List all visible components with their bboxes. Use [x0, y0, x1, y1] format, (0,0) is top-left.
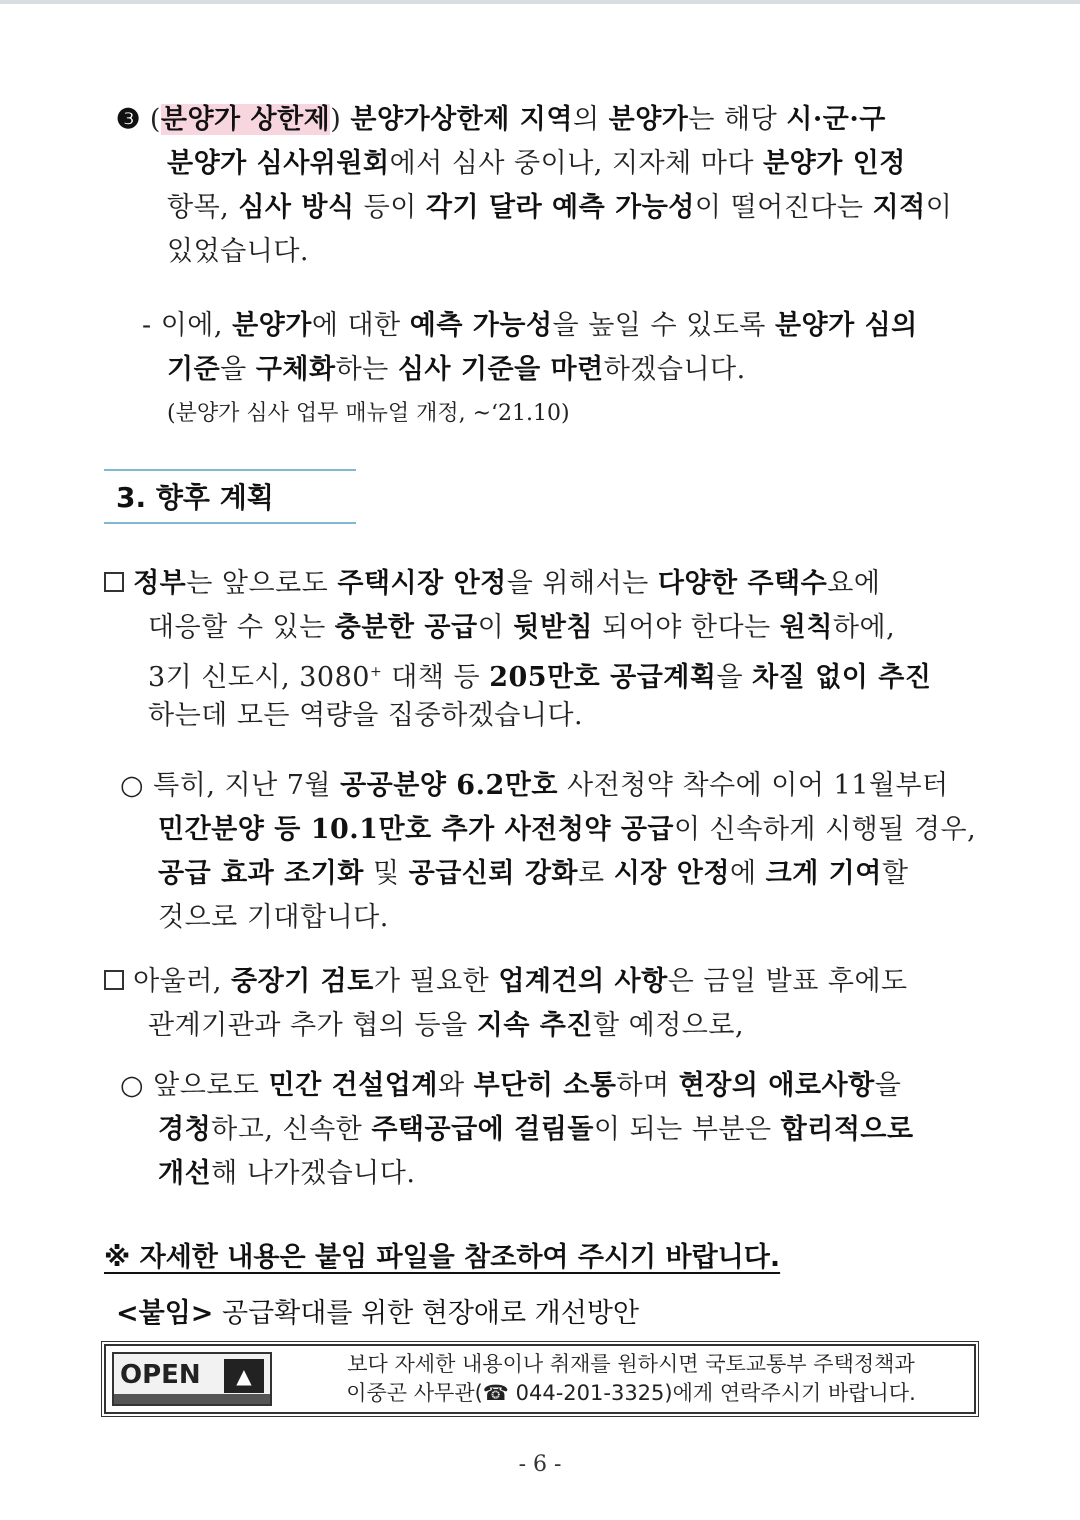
item3-line4: 있었습니다.: [167, 236, 309, 267]
circle-marker-icon: ○: [120, 1070, 145, 1101]
p2-line2: 관계기관과 추가 협의 등을 지속 추진할 예정으로,: [148, 1010, 745, 1041]
contact-box: [104, 1344, 976, 1414]
item3-line1: ❸ (분양가 상한제) 분양가상한제 지역의 분양가는 해당 시·군·구: [116, 104, 886, 135]
item3-line2: 분양가 심사위원회에서 심사 중이나, 지자체 마다 분양가 인정: [167, 148, 906, 179]
reference-note: ※ 자세한 내용은 붙임 파일을 참조하여 주시기 바랍니다.: [104, 1242, 781, 1273]
person-icon: ▲: [224, 1359, 264, 1393]
p2-sub-line3: 개선해 나가겠습니다.: [158, 1158, 416, 1189]
dash-marker: -: [142, 310, 152, 341]
open-license-logo: OPEN ▲: [112, 1352, 272, 1406]
p2-sub-line1: ○ 앞으로도 민간 건설업계와 부단히 소통하며 현장의 애로사항을: [120, 1070, 902, 1101]
checkbox-marker-icon: [104, 572, 124, 592]
p1-sub-line1: ○ 특히, 지난 7월 공공분양 6.2만호 사전청약 착수에 이어 11월부터: [120, 770, 949, 801]
contact-text: 보다 자세한 내용이나 취재를 원하시면 국토교통부 주택정책과 이중곤 사무관(☎ 044-201-3325)에게 연락주시기 바랍니다.: [346, 1352, 916, 1405]
circle-marker-icon: ○: [120, 770, 145, 801]
p2-sub-line2: 경청하고, 신속한 주택공급에 걸림돌이 되는 부분은 합리적으로: [158, 1114, 914, 1145]
top-edge: [0, 0, 1080, 4]
p1-line1: 정부는 앞으로도 주택시장 안정을 위해서는 다양한 주택수요에: [104, 564, 880, 604]
page-number: - 6 -: [518, 1452, 562, 1477]
section-rule-bottom: [104, 522, 356, 524]
section-title: 3. 향후 계획: [116, 481, 274, 514]
p1-sub-line3: 공급 효과 조기화 및 공급신뢰 강화로 시장 안정에 크게 기여할: [158, 858, 909, 889]
checkbox-marker-icon: [104, 970, 124, 990]
section-rule-top: [104, 469, 356, 471]
item3-line3: 항목, 심사 방식 등이 각기 달라 예측 가능성이 떨어진다는 지적이: [167, 192, 953, 223]
item3-sub-line1: - 이에, 분양가에 대한 예측 가능성을 높일 수 있도록 분양가 심의: [142, 310, 918, 341]
item3-sub-note: (분양가 심사 업무 매뉴얼 개정, ~‘21.10): [167, 401, 570, 426]
p1-sub-line4: 것으로 기대합니다.: [158, 902, 389, 933]
p2-line1: 아울러, 중장기 검토가 필요한 업계건의 사항은 금일 발표 후에도: [104, 962, 908, 1002]
attachment-title: 공급확대를 위한 현장애로 개선방안: [213, 1298, 639, 1329]
p1-line4: 하는데 모든 역량을 집중하겠습니다.: [148, 700, 584, 731]
item3-sub-line2: 기준을 구체화하는 심사 기준을 마련하겠습니다.: [167, 354, 746, 385]
p1-line2: 대응할 수 있는 충분한 공급이 뒷받침 되어야 한다는 원칙하에,: [148, 612, 896, 643]
item3-marker: ❸: [116, 104, 141, 135]
attachment-line: [116, 1294, 639, 1334]
p1-line3: 3기 신도시, 3080+ 대책 등 205만호 공급계획을 차질 없이 추진: [148, 662, 932, 693]
p1-sub-line2: 민간분양 등 10.1만호 추가 사전청약 공급이 신속하게 시행될 경우,: [158, 814, 977, 845]
attachment-tag: <붙임>: [116, 1298, 214, 1329]
